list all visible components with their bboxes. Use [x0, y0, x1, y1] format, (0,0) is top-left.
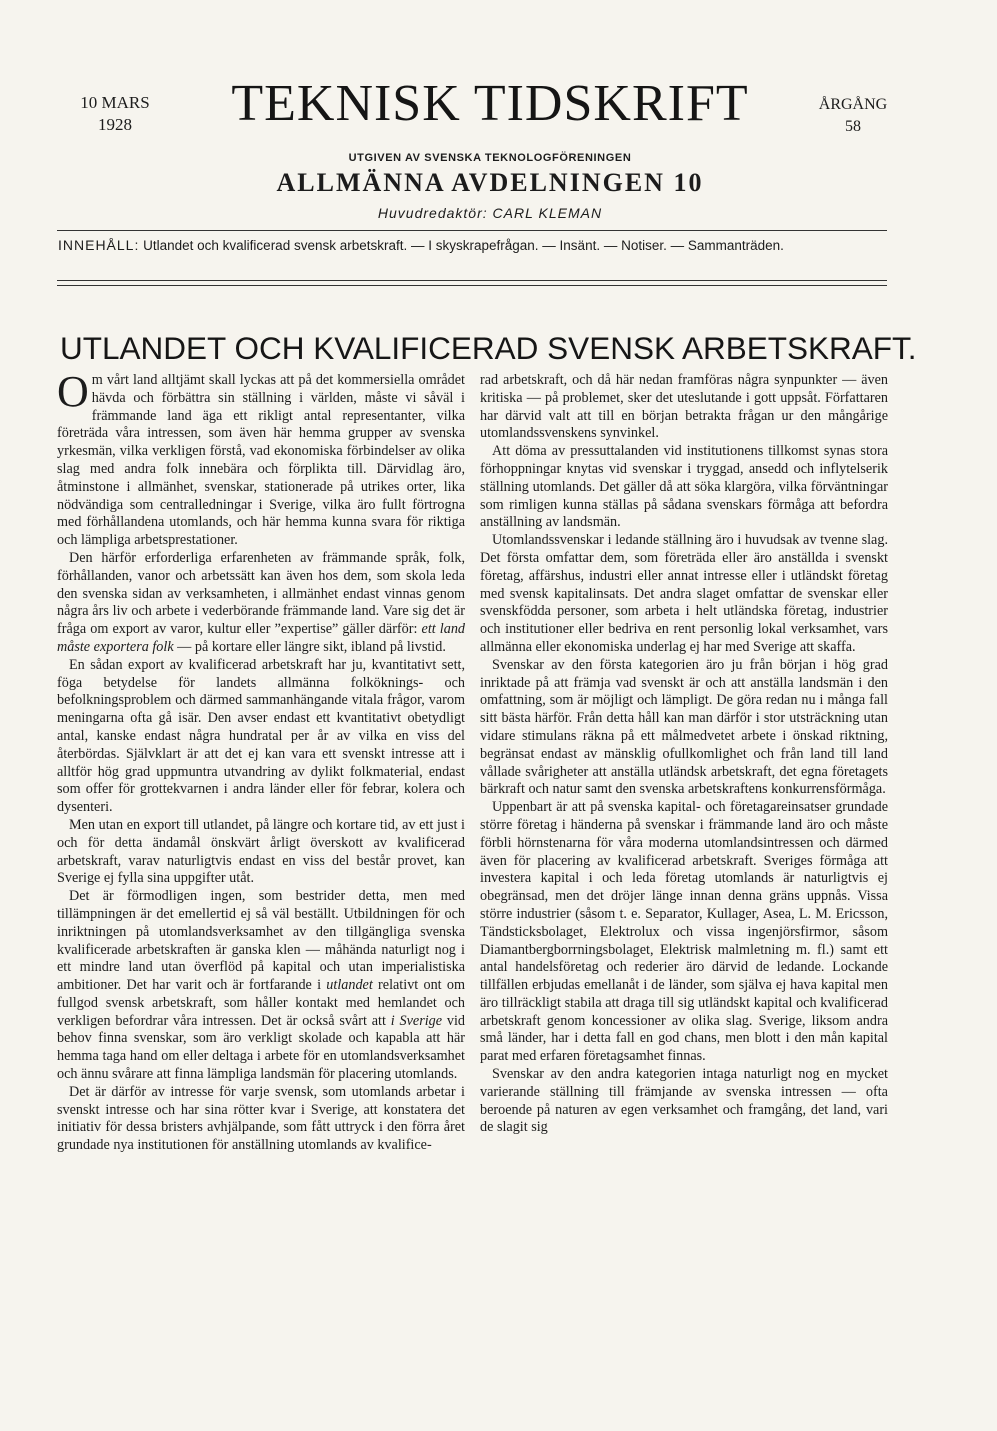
contents-label: INNEHÅLL: — [58, 237, 140, 253]
paragraph: Svenskar av den första kategorien äro ju från början i hög grad inriktade på att främja vad svenskt är och att anställa landsmän i den omfattning, som är möjligt och lämpligt. De göra redan nu i många fall sitt bästa härför. Från detta håll kan man därför i stor utsträckning utan vidare stimulans räkna på ett målmedvetet arbete i önskad riktning, begränsat endast av mänsklig ofullkomlighet och från land till land vållade svårigheter att anställa utländsk arbetskraft, det egna företagets bärkraft och natur samt den svenska arbetskraftens konkurrensförmåga. — [480, 656, 888, 798]
paragraph: Det är därför av intresse för varje svensk, som utomlands arbetar i svenskt intresse och har sina rötter kvar i Sverige, att konstatera det initiativ för dessa bristers avhjälpande, som fått uttryck i den förra året grundade nya institutionen för anställning utomlands av kvalifice- — [57, 1083, 465, 1154]
issue-date-day: 10 MARS — [80, 93, 150, 112]
publisher-line: UTGIVEN AV SVENSKA TEKNOLOGFÖRENINGEN — [348, 152, 632, 164]
volume-number: 58 — [845, 118, 861, 135]
article-column-left — [57, 367, 466, 1155]
paragraph: Den härför erforderliga erfarenheten av främmande språk, folk, förhållanden, vanor och arbetssätt kan även hos dem, som skola leda den svenska sidan av verksamheten, i allmänhet endast vinnas genom några års liv och arbete i vederbörande främmande land. Vare sig det är fråga om export av varor, kultur eller ”expertise” gäller därför: ett land måste exportera folk — på kortare eller längre sikt, ibland på livstid. — [57, 549, 466, 655]
drop-cap: O — [57, 367, 89, 416]
paragraph: Om vårt land alltjämt skall lyckas att på det kommersiella området hävda och förbättra sin ställning i världen, måste vi såväl i främmande land äga ett rikligt antal representanter, vilka företräda våra intressen, som även här hemma grupper av svenska yrkesmän, vilka verkligen förstå, vad ekonomiska förbindelser av olika slag med andra folk innebära och förplikta till. Därvidlag äro, åtminstone i allmänhet, svenskar, stationerade på utrikes orter, lika nödvändiga som centralledningar i Sverige, vilka äro fullt förtrogna med förhållandena utomlands, och här hemma kunna svara för riktiga och lämpliga arbetsprestationer. — [57, 367, 465, 549]
contents-text: Utlandet och kvalificerad svensk arbetskraft. — I skyskrapefrågan. — Insänt. — Notiser. — Sammanträden. — [143, 238, 784, 253]
paragraph: Utomlandssvenskar i ledande ställning äro i huvudsak av tvenne slag. Det första omfattar dem, som företräda eller äro anställda i svenskt företag, affärshus, industri eller annat intresse eller i utländskt företag med svensk kapitalinsats. Det andra slaget omfattar de svenskar eller svenskfödda personer, som arbeta i helt utländska företag, industrier och institutioner eller bedriva en rent personlig lokal verksamhet, vars allmänna eller ekonomiska underlag ej har med Sverige att skaffa. — [480, 532, 888, 655]
paragraph: rad arbetskraft, och då här nedan framföras några synpunkter — även kritiska — på problemet, sker det uteslutande i gott uppsåt. Författaren har därvid valt att till en början betrakta frågan ur den mångårige utomlandssvenskens synvinkel. — [480, 372, 888, 442]
masthead-title: TEKNISK TIDSKRIFT — [231, 75, 749, 132]
header-rule-bottom — [57, 280, 887, 281]
paragraph: Att döma av pressuttalanden vid institutionens tillkomst synas stora förhoppningar knytas vid svenskar i tryggad, ansedd och inflytelserik ställning utomlands. Det gäller då att söka klargöra, vilka förväntningar som rimligen kunna ställas på sådana svenskars förmåga att befordra anställning av landsmän. — [480, 443, 888, 531]
volume-label: ÅRGÅNG — [818, 96, 888, 113]
article-column-right — [480, 372, 888, 1137]
paragraph: Men utan en export till utlandet, på längre och kortare tid, av ett just i och för detta ändamål önskvärt årligt överskott av kvalificerad arbetskraft, varav naturligtvis endast en viss del består provet, kan Sverige ej fylla sina uppgifter utåt. — [57, 816, 465, 887]
editor-line: Huvudredaktör: CARL KLEMAN — [377, 205, 603, 221]
paragraph: Uppenbart är att på svenska kapital- och företagareinsatser grundade större företag i händerna på svenskar i främmande land äro och måste förbli hörnstenarna för våra moderna utomlandsintressen och därmed även för placering av kvalificerad arbetskraft. Sveriges förmåga att investera kapital i och leda företag utomlands är naturligtvis ej obegränsad, men det dröjer länge innan denna gräns uppnås. Vissa större industrier (såsom t. e. Separator, Kullager, Asea, L. M. Ericsson, Tändsticksbolaget, Elektrolux och vissa ingenjörsfirmor, såsom Diamantbergborrningsbolaget, Elektrisk malmletning m. fl.) samt ett antal handelsföretag och rederier äro därvid de ledande. Lockande tillfällen erbjudas emellanåt i de länder, som själva ej hava kapital men äro tillräckligt stabila att draga till sig utländskt kapital och kvalificerad arbetskraft genom koncessioner av olika slag. Sverige, liksom andra små länder, har i detta fall en god chans, men blott i den mån kapital parat med erfaren företagsamhet finnas. — [480, 799, 888, 1065]
article-title: UTLANDET OCH KVALIFICERAD SVENSK ARBETSKRAFT. — [60, 330, 917, 366]
table-of-contents — [58, 235, 888, 256]
paragraph: En sådan export av kvalificerad arbetskraft har ju, kvantitativt sett, föga betydelse för landets allmänna folköknings- och befolkningsproblem och därmed sammanhängande vitala frågor, varom meningarna ofta gå isär. Den avser endast ett kvantitativt obetydligt antal, kanske endast några hundratal per år av vilka en viss del återbördas. Självklart är att det ej kan vara ett svenskt intresse att i alltför hög grad uppmuntra utvandring av dylikt folkmaterial, endast som offer för grottekvarnen i andra länder eller för febrar, kolera och dysenteri. — [57, 656, 465, 816]
volume-info — [808, 94, 898, 138]
issue-date-year: 1928 — [98, 115, 132, 134]
paragraph: Det är förmodligen ingen, som bestrider detta, men med tillämpningen är det emellertid ej så väl beställt. Utbildningen för och inriktningen på utomlandsverksamhet av den tillgängliga svenska kvalificerade arbetskraften är ganska klen — måhända naturligt nog i ett mindre land utan överflöd på kapital och utan imperialistiska ambitioner. Det har varit och är fortfarande i utlandet relativt ont om fullgod svensk arbetskraft, som håller kontakt med hemlandet och verkligen befordrar våra intressen. Det är också svårt att i Sverige vid behov finna svenskar, som äro verkligt skolade och kapabla att här hemma taga hand om eller deltaga i arbete för en utomlandsverksamhet och ännu svårare att finna lämpliga landsmän för placering utomlands. — [57, 888, 466, 1083]
header-rule-top — [57, 230, 887, 231]
paragraph: Svenskar av den andra kategorien intaga naturligt nog en mycket varierande ställning till främjande av svenska intressen — ofta beroende på naturen av egen verksamhet och framgång, det land, vari de slagit sig — [480, 1066, 888, 1136]
header-rule-double — [57, 285, 887, 286]
issue-date — [55, 92, 175, 136]
section-heading: ALLMÄNNA AVDELNINGEN 10 — [276, 168, 704, 197]
